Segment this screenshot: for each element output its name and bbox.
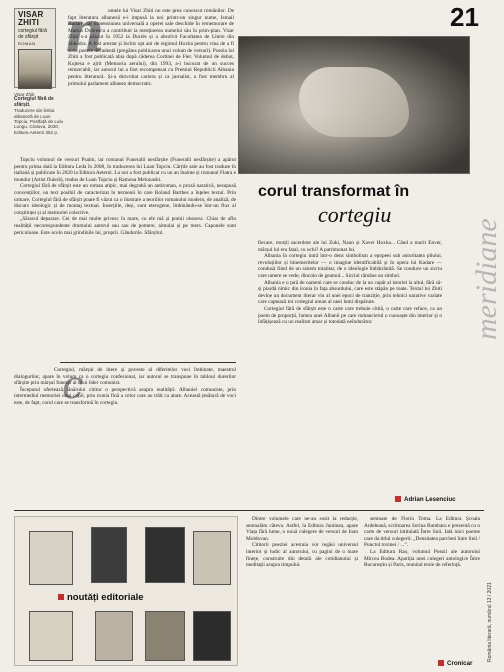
section-label-text: meridiane	[470, 218, 503, 340]
article-column-intro	[68, 8, 234, 156]
book-thumbnail	[145, 527, 185, 583]
news-paragraph: Cititorii poeziei acestuia vor regăsi universul interior și ludic al autorului, cu pagini de o mare finețe, construite din detalii ale cotidianului și meditații asupra timpului.	[246, 542, 358, 569]
article-paragraph: Cortegiul fără de sfârșit este o carte care trebuie citită, o carte care reface, ca un poem de proporții, lumea unei Albanii pe care romancierul o cunoaște din interior și o înfățișează cu un realism amar și totodată neîndurător.	[258, 305, 442, 326]
drop-cap-c: c	[62, 363, 84, 407]
article-paragraph: „Săracul deparare. Cei de mai multe privesc în mare, cu ele mă și pomii obosesc. Chiar de aflu realității necorespondente drumului autorul sau sau de pomere, aimulai și pe mers. Caponele sunt periculoase. Este acolo mai grindinile lui, proprii. Gândurile. Sfârșitul.	[14, 216, 236, 236]
book-thumbnail	[29, 611, 73, 661]
news-paragraph: semnate de Florin Toma. La Editura Școala Ardeleană, scriitoarea Sorina Bumbaru e prezentă cu o carte de versuri intitulată Între linii. Iată mici poeme care da titlul culegerii: „Densitatea parcheti între linii / Punctul toxinei / ...”.	[364, 516, 480, 549]
book-thumbnail	[193, 611, 231, 661]
article-author	[395, 496, 456, 503]
red-square-icon	[58, 594, 64, 600]
article-paragraph: Topciu volumul de versuri Psalm, iar romanul Funeralii nesfârșite (Funeralii nesfârșite) a apărut pentru prima dată la Editura Leda în 2008, în traducerea lui Luan Topciu. Cărțile sale au fost traduse în italiană și publicate în 2020 la Editura Aeterni. La noi a fost publicat cu un an înainte și romanul Flatra e mundur (Artist fluieră), tradus de Luan Topciu și Ramona Melonashi.	[14, 157, 236, 183]
book-caption	[14, 92, 66, 135]
book-cover-title: cortegiul fără de sfârșit	[18, 28, 47, 40]
book-cover-author: VISAR ZHITI	[18, 10, 44, 27]
article-subtitle: cortegiu	[318, 202, 392, 227]
article-title: corul transformat în	[258, 183, 410, 200]
article-paragraph: Albania în cortegiu intră într-o dens simbolism a epopeei sub autoritatea pliului, revoluțiilor și binemeritelor — o imagine identificabilă și în opera lui Kadare — condusă fiind de un sistem totalitar, de o ideologie îmbătrânită. Se conduce un sicriu care umere se vede, dincolo de geamul... Sicriul rămâne un simbol.	[258, 253, 442, 279]
section-divider	[14, 510, 484, 511]
news-column-a	[246, 516, 358, 662]
news-paragraph: Dintre volumele care ne-au sosit la redacție, semnalăm câteva. Astfel, la Editura Junimea, apare Viața fără lume, o nouă culegere de versuri de Ioan Moldovan.	[246, 516, 358, 542]
news-books-box	[14, 516, 238, 666]
book-caption-author: Visar Zhiti	[14, 92, 35, 97]
hand-shape	[299, 67, 409, 137]
article-paragraph: Albania e o țară de oameni care se conduc de la un capăt al istoriei la altul, fără să-și piardă nimic din ironia în fața absurdului, care este stăpân pe toate. Textul lui Zhiti devine un document literar viu al unei epoci de tranziție, prin tehnici narative variate care captează tot cortegiul uman al unei lumi dispărute.	[258, 279, 442, 306]
article-paragraph: Începutul ofertează tânărului cititor o perspectivă asupra realității: Albaniei comuniste, prin intermediul memoriei unui copil, prin ironia fină a celor care au trăit ca atare. Această țesătură de voci este, de fapt, corul care se transformă în cortegiu.	[14, 386, 236, 406]
article-column-right	[258, 240, 442, 492]
news-paragraph: La Editura Rao, volumul Poezii ale autorului Mircea Bodea. Apariția unei culegeri antologice Între Bucureștiu și Paris, reunind texte de referință.	[364, 548, 480, 569]
book-cover-art	[18, 49, 52, 89]
news-signoff-text: Cronicar	[447, 660, 473, 667]
section-label	[436, 190, 503, 340]
publication-vertical-label	[485, 512, 499, 662]
news-section-title-text: noutăți editoriale	[67, 592, 144, 603]
book-thumbnail	[193, 531, 231, 585]
book-thumbnail	[91, 527, 127, 583]
book-caption-details: Traducere din limba albaneză de Luan Topciu. Postfață de Lulu Lungu. Craiova, 2020, Editura Aeterni 352 p.	[14, 108, 64, 135]
red-square-icon	[438, 660, 444, 666]
section-divider	[60, 362, 236, 363]
news-section-title	[58, 592, 144, 603]
article-paragraph: umele lui Visar Zhiti nu este prea cunoscut românilor. De fapt literatura albaneză e-i impusă la noi printr-un singur nume, Ismail Kadare, iar dimensiunea universală a operei sale deschide în rememorare de Marius Dobrescu a contribuit la menținerea numelui său în prim-plan. Visar Zhiti s-a născut în 1952 la Durrës și a absolvit Facultatea de Litere din Shkodra. A fost arestat și închis opt ani de regimul Hoxha pentru vina de a fi scris poezie decadentă (pregătea publicarea unui volum de versuri). Poezia lui Zhiti a fost publicată abia după căderea Cortinei de Fier. Volumul de debut, Kujtesa e ajrit (Memoria aerului), din 1993, a-i bucurat de un succes remarcabil, iar autorul lui a fost recompensat cu Premiul Republicii Albania pentru literatură. Și-a dezvoltat cariera și ca jurnalist, a fost membru al primului parlament albanez democratic.	[68, 8, 234, 87]
article-author-name: Adrian Lesenciuc	[404, 496, 456, 503]
red-square-icon	[395, 496, 401, 502]
article-paragraph: Cortegiul fără de sfârșit este un roman atipic, mai degrabă un antiroman, o proză narativă, nesupusă convențiilor, un text posibil de caracterizat în termenii în care Roland Barthes a înțeles textul. Prin urmare, Cortegiul fără de sfârșit poate fi văzut ca o ilustrare a teoriilor romanului modern, de analiză, de discurs ideologic și de montaj textual. Inserțiile, deși, sunt eterogene, îmbinându-se într-un flux al conștiinței și al memoriei colective.	[14, 183, 236, 216]
book-cover-genre: ROMAN	[18, 41, 36, 46]
book-thumbnail	[29, 531, 73, 585]
article-paragraph: fiecare, morții sacerdote ale lui Zuki, Naun și Xaver Hoxha... Când a murit Enver, mărșul lui era fatal, cu ochi? A patrimonat lui.	[258, 240, 442, 253]
article-photo	[238, 36, 470, 174]
drop-cap-n: n	[64, 0, 105, 65]
book-cover	[14, 8, 56, 88]
page-number: 21	[450, 2, 479, 32]
news-signoff	[438, 660, 472, 667]
book-thumbnail	[95, 611, 133, 661]
article-paragraph: Cortegiul, mărșul de litere și poveste al diferitelor voci îmbinate, maestrul dialogurilor, apare în volum ca o cortegiu confesional, iar autorul se transpune în tabloul durerilor sfârșite prin mărșul funerar al unui lider comunist.	[14, 367, 236, 387]
book-caption-title: Cortegiul fără de sfârșit.	[14, 96, 54, 108]
article-column-main	[14, 157, 236, 355]
publication-vertical-label-text: România literară, numărul 13 / 2021	[487, 582, 493, 662]
news-column-b	[364, 516, 480, 656]
book-thumbnail	[145, 611, 185, 661]
article-column-second	[14, 363, 236, 507]
